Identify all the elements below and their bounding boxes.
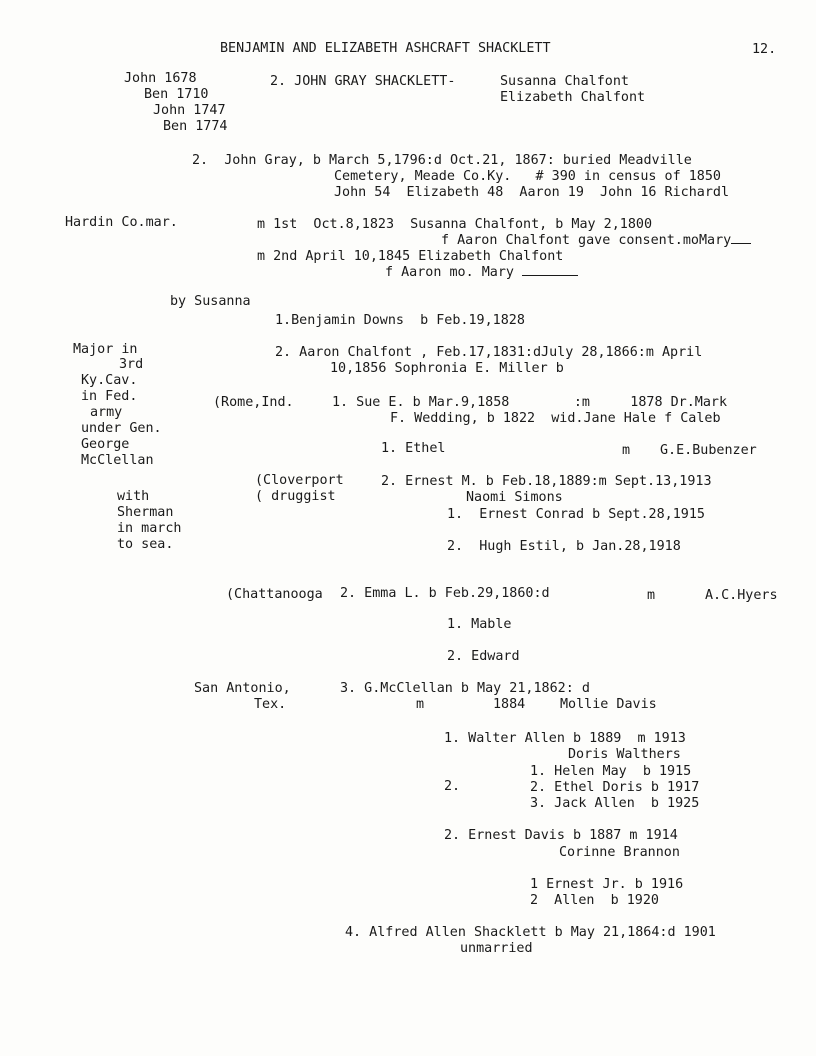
heading-spouse: Elizabeth Chalfont xyxy=(500,90,646,105)
grandchild-entry: 1. Walter Allen b 1889 m 1913 xyxy=(444,731,686,746)
margin-note: 3rd xyxy=(119,357,144,372)
item-number: 2. xyxy=(444,779,461,794)
marriage-line: f Aaron Chalfont gave consent.moMary xyxy=(441,233,751,249)
grandchild-entry: 2. Ernest Davis b 1887 m 1914 xyxy=(444,828,678,843)
john-gray-line: Cemetery, Meade Co.Ky. # 390 in census of 1850 xyxy=(334,169,721,184)
heading-spouse: Susanna Chalfont xyxy=(500,74,629,89)
child-entry: 4. Alfred Allen Shacklett b May 21,1864:d 1901 xyxy=(345,925,716,940)
margin-note: McClellan xyxy=(81,453,154,468)
margin-note: with xyxy=(117,489,150,504)
child-entry: 3. G.McClellan b May 21,1862: d xyxy=(340,681,590,696)
spouse-name: Doris Walthers xyxy=(568,747,681,762)
grandchild-entry: 2. Edward xyxy=(447,649,520,664)
great-grandchild-entry: 1 Ernest Jr. b 1916 xyxy=(530,877,684,892)
child-entry: unmarried xyxy=(460,941,533,956)
margin-note: Sherman xyxy=(117,505,174,520)
place-note: (Rome,Ind. xyxy=(213,395,294,410)
margin-note: Major in xyxy=(73,342,138,357)
lineage-line: John 1747 xyxy=(153,103,226,118)
place-note: San Antonio, xyxy=(194,681,291,696)
marriage-mark: m xyxy=(647,588,656,603)
margin-note: under Gen. xyxy=(81,421,162,436)
margin-note: army xyxy=(90,405,123,420)
grandchild-entry: F. Wedding, b 1822 wid.Jane Hale f Caleb xyxy=(390,411,721,426)
great-grandchild-entry: 1. Helen May b 1915 xyxy=(530,764,692,779)
great-grandchild-entry: 2. Ethel Doris b 1917 xyxy=(530,780,700,795)
spouse-name: Corinne Brannon xyxy=(559,845,680,860)
lineage-line: Ben 1710 xyxy=(144,87,209,102)
margin-note: George xyxy=(81,437,130,452)
lineage-line: Ben 1774 xyxy=(163,119,228,134)
place-note: ( druggist xyxy=(255,489,336,504)
place-note: Tex. xyxy=(254,697,287,712)
great-grandchild-entry: 2. Hugh Estil, b Jan.28,1918 xyxy=(447,539,681,554)
spouse-name: Naomi Simons xyxy=(466,490,563,505)
margin-note: Ky.Cav. xyxy=(81,373,138,388)
place-note: (Cloverport xyxy=(255,473,344,488)
place-note: (Chattanooga xyxy=(226,587,323,602)
john-gray-line: 2. John Gray, b March 5,1796:d Oct.21, 1867: buried Meadville xyxy=(192,153,692,168)
section-heading: 2. JOHN GRAY SHACKLETT- xyxy=(270,74,456,89)
subheading: by Susanna xyxy=(170,294,251,309)
lineage-line: John 1678 xyxy=(124,71,197,86)
spouse-name: A.C.Hyers xyxy=(705,588,778,603)
great-grandchild-entry: 3. Jack Allen b 1925 xyxy=(530,796,700,811)
great-grandchild-entry: 1. Ethel xyxy=(381,441,446,456)
great-grandchild-entry: 1. Ernest Conrad b Sept.28,1915 xyxy=(447,507,705,522)
margin-note: to sea. xyxy=(117,537,174,552)
grandchild-entry: 2. Ernest M. b Feb.18,1889:m Sept.13,1913 xyxy=(381,474,712,489)
spouse-name: Mollie Davis xyxy=(560,697,657,712)
child-entry: 10,1856 Sophronia E. Miller b xyxy=(330,361,564,376)
marriage-mark: m xyxy=(416,697,425,712)
page-title: BENJAMIN AND ELIZABETH ASHCRAFT SHACKLETT xyxy=(220,41,551,56)
child-entry: 2. Emma L. b Feb.29,1860:d xyxy=(340,586,550,601)
spouse-name: G.E.Bubenzer xyxy=(660,443,757,458)
marriage-year: 1884 xyxy=(493,697,526,712)
marriage-line: m 1st Oct.8,1823 Susanna Chalfont, b May 2,1800 xyxy=(257,217,653,232)
marriage-line: f Aaron mo. Mary xyxy=(385,265,578,281)
child-entry: 2. Aaron Chalfont , Feb.17,1831:dJuly 28,1866:m April xyxy=(275,345,703,360)
grandchild-entry: 1. Mable xyxy=(447,617,512,632)
marriage-line: m 2nd April 10,1845 Elizabeth Chalfont xyxy=(257,249,564,264)
grandchild-entry: 1. Sue E. b Mar.9,1858 :m 1878 Dr.Mark xyxy=(332,395,728,410)
margin-note: Hardin Co.mar. xyxy=(65,215,178,230)
great-grandchild-entry: 2 Allen b 1920 xyxy=(530,893,659,908)
margin-note: in Fed. xyxy=(81,389,138,404)
marriage-mark: m xyxy=(622,443,631,458)
john-gray-line: John 54 Elizabeth 48 Aaron 19 John 16 Richardl xyxy=(334,185,730,200)
page-number: 12. xyxy=(752,42,777,57)
margin-note: in march xyxy=(117,521,182,536)
child-entry: 1.Benjamin Downs b Feb.19,1828 xyxy=(275,313,525,328)
